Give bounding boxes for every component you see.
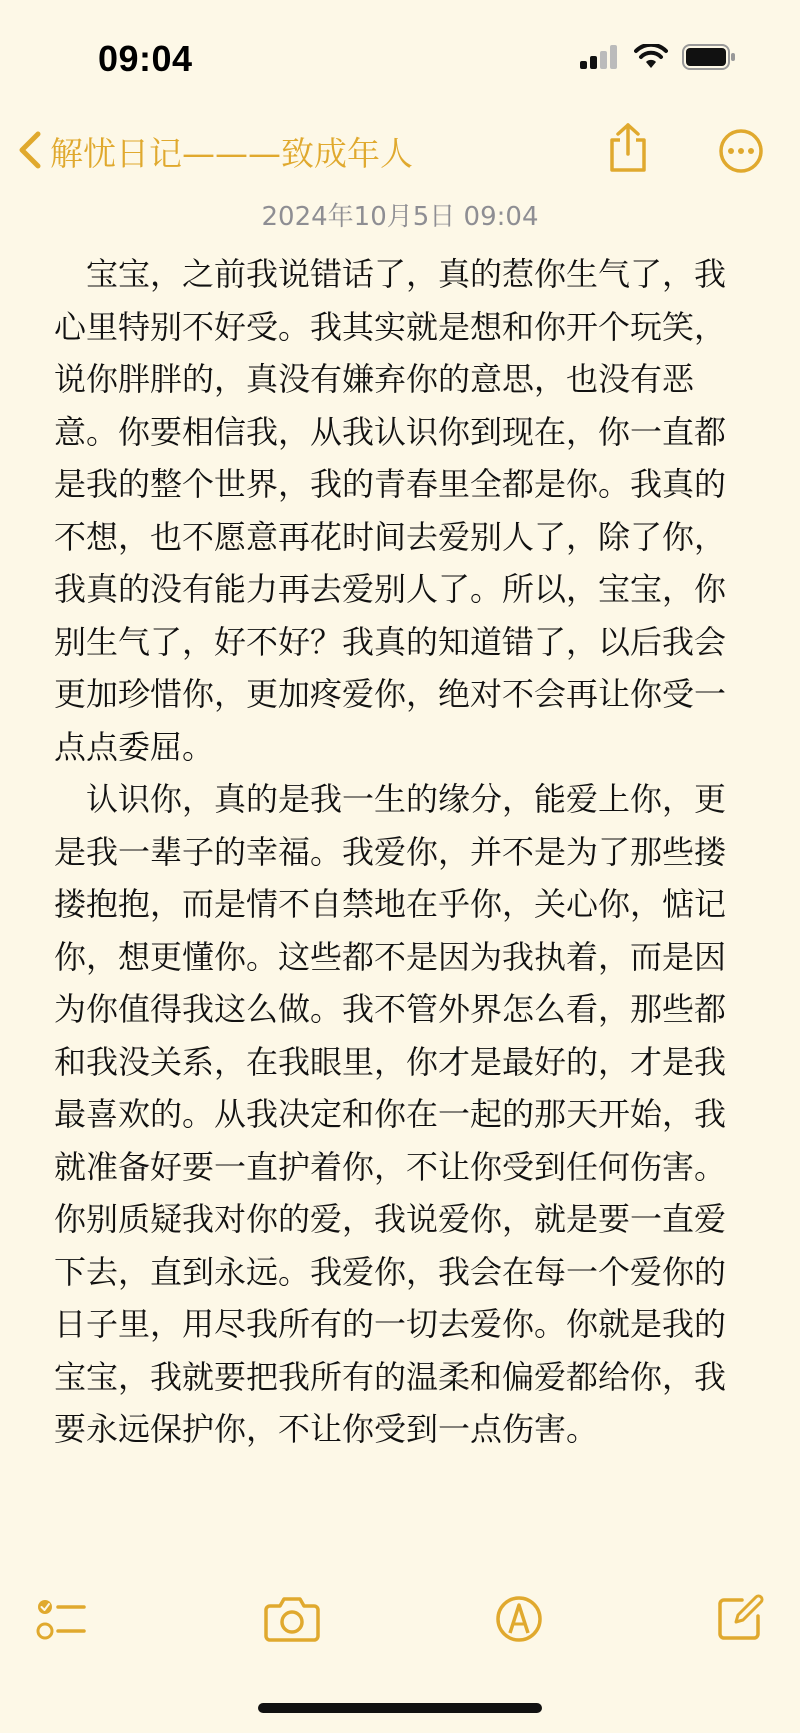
status-time: 09:04 — [98, 38, 193, 79]
note-paragraph: 认识你，真的是我一生的缘分，能爱上你，更是我一辈子的幸福。我爱你，并不是为了那些搂搂抱抱，而是情不自禁地在乎你，关心你，惦记你，想更懂你。这些都不是因为我执着，而是因为你值得我这么做。我不管外界怎么看，那些都和我没关系，在我眼里，你才是最好的，才是我最喜欢的。从我决定和你在一起的那天开始，我就准备好要一直护着你，不让你受到任何伤害。 — [54, 780, 727, 1186]
checklist-icon[interactable] — [36, 1596, 88, 1646]
more-button[interactable] — [718, 128, 764, 178]
share-icon[interactable] — [606, 122, 650, 178]
wifi-icon — [634, 44, 668, 74]
status-icons — [580, 44, 736, 74]
status-bar — [0, 0, 800, 100]
note-paragraph: 你别质疑我对你的爱，我说爱你，就是要一直爱下去，直到永远。我爱你，我会在每一个爱你的日子里，用尽我所有的一切去爱你。你就是我的宝宝，我就要把我所有的温柔和偏爱都给你，我要永远保护你，不让你受到一点伤害。 — [54, 1200, 727, 1448]
note-body[interactable] — [54, 248, 748, 1578]
back-title: 解忧日记———致成年人 — [50, 134, 413, 173]
ellipsis-circle-icon — [718, 128, 764, 174]
note-date: 2024年10月5日 09:04 — [261, 202, 539, 232]
nav-bar — [0, 118, 800, 188]
chevron-left-icon — [16, 130, 44, 174]
compose-icon[interactable] — [716, 1592, 764, 1646]
bottom-toolbar — [0, 1592, 800, 1652]
back-button[interactable] — [16, 128, 413, 175]
signal-icon — [580, 45, 620, 73]
camera-icon[interactable] — [264, 1594, 320, 1646]
battery-icon — [682, 44, 736, 74]
markup-pen-icon[interactable] — [494, 1594, 544, 1648]
note-paragraph: 宝宝，之前我说错话了，真的惹你生气了，我心里特别不好受。我其实就是想和你开个玩笑，说你胖胖的，真没有嫌弃你的意思，也没有恶意。你要相信我，从我认识你到现在，你一直都是我的整个世界，我的青春里全都是你。我真的不想，也不愿意再花时间去爱别人了，除了你，我真的没有能力再去爱别人了。所以，宝宝，你别生气了，好不好？我真的知道错了，以后我会更加珍惜你，更加疼爱你，绝对不会再让你受一点点委屈。 — [54, 255, 727, 766]
home-indicator — [258, 1703, 542, 1713]
